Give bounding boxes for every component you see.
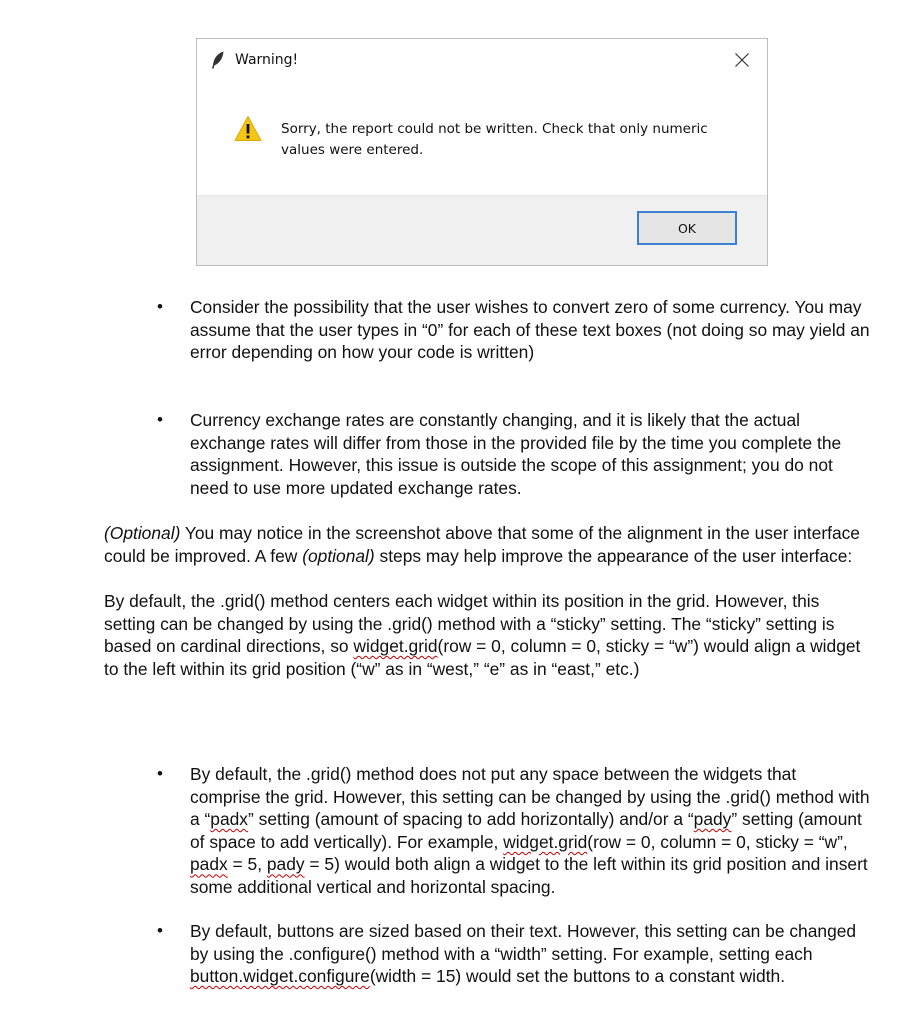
warning-icon bbox=[234, 115, 262, 142]
paragraph-text: (row = 0, column = 0, sticky = “w”) would align a widget to the left within its grid position (“w” as in “west,” “e” as in “east,” etc.) bbox=[104, 636, 861, 679]
paragraph-text: (row = 0, column = 0, sticky = “w”, bbox=[587, 831, 848, 852]
bullet-text-padding bbox=[190, 763, 870, 899]
dialog-message: Sorry, the report could not be written. Check that only numeric values were entered. bbox=[281, 121, 708, 158]
paragraph-text: = 5, bbox=[227, 854, 267, 875]
feather-icon bbox=[211, 51, 225, 69]
code-term: pady bbox=[266, 854, 305, 875]
optional-paragraph bbox=[104, 522, 874, 567]
bullet-text: Consider the possibility that the user wishes to convert zero of some currency. You may assume that the user types in “0” for each of these text boxes (not doing so may yield an error depending on how your code is written) bbox=[190, 297, 870, 363]
paragraph-text: ” setting (amount of space to add vertically). For example, bbox=[190, 809, 862, 852]
paragraph-text: ” setting (amount of spacing to add horizontally) and/or a “ bbox=[248, 809, 694, 830]
paragraph-text: You may notice in the screenshot above that some of the alignment in the user interface could be improved. A few bbox=[104, 523, 860, 566]
optional-label: (optional) bbox=[302, 545, 375, 566]
bullet-text: Currency exchange rates are constantly changing, and it is likely that the actual exchange rates will differ from those in the provided file by the time you complete the assignment. However, this issue is outside the scope of this assignment; you do not need to use more updated exchange rates. bbox=[190, 410, 842, 498]
code-term: widget.grid bbox=[503, 831, 588, 852]
code-term: padx bbox=[210, 809, 249, 830]
code-term: button.widget.configure bbox=[190, 966, 370, 987]
paragraph-text: = 5) would both align a widget to the left within its grid position and insert some additional vertical and horizontal spacing. bbox=[190, 854, 868, 897]
paragraph-text: (width = 15) would set the buttons to a constant width. bbox=[369, 966, 786, 987]
code-term: widget.grid bbox=[353, 636, 438, 657]
bullet-marker: • bbox=[157, 764, 163, 783]
grid-sticky-paragraph bbox=[104, 590, 874, 680]
bullet-marker: • bbox=[157, 921, 163, 940]
paragraph-text: By default, buttons are sized based on their text. However, this setting can be changed by using the .configure() method with a “width” setting. For example, setting each bbox=[190, 921, 857, 964]
dialog-title: Warning! bbox=[235, 52, 299, 68]
code-term: padx bbox=[190, 854, 228, 875]
paragraph-text: steps may help improve the appearance of the user interface: bbox=[374, 545, 853, 566]
paragraph-text: By default, the .grid() method does not put any space between the widgets that comprise the grid. However, this setting can be changed by using the .grid() method with a “ bbox=[190, 764, 870, 830]
bullet-text-width bbox=[190, 920, 870, 988]
optional-label: (Optional) bbox=[104, 523, 181, 543]
close-icon[interactable] bbox=[732, 50, 752, 70]
ok-button[interactable]: OK bbox=[637, 211, 737, 245]
bullet-marker: • bbox=[157, 297, 163, 316]
paragraph-text: By default, the .grid() method centers each widget within its position in the grid. However, this setting can be changed by using the .grid() method with a “sticky” setting. The “sticky” setting is based on cardinal directions, so bbox=[104, 591, 835, 657]
warning-dialog bbox=[196, 38, 768, 266]
dialog-titlebar bbox=[197, 39, 767, 83]
dialog-footer bbox=[197, 195, 767, 265]
code-term: pady bbox=[693, 809, 732, 830]
bullet-marker: • bbox=[157, 410, 163, 429]
